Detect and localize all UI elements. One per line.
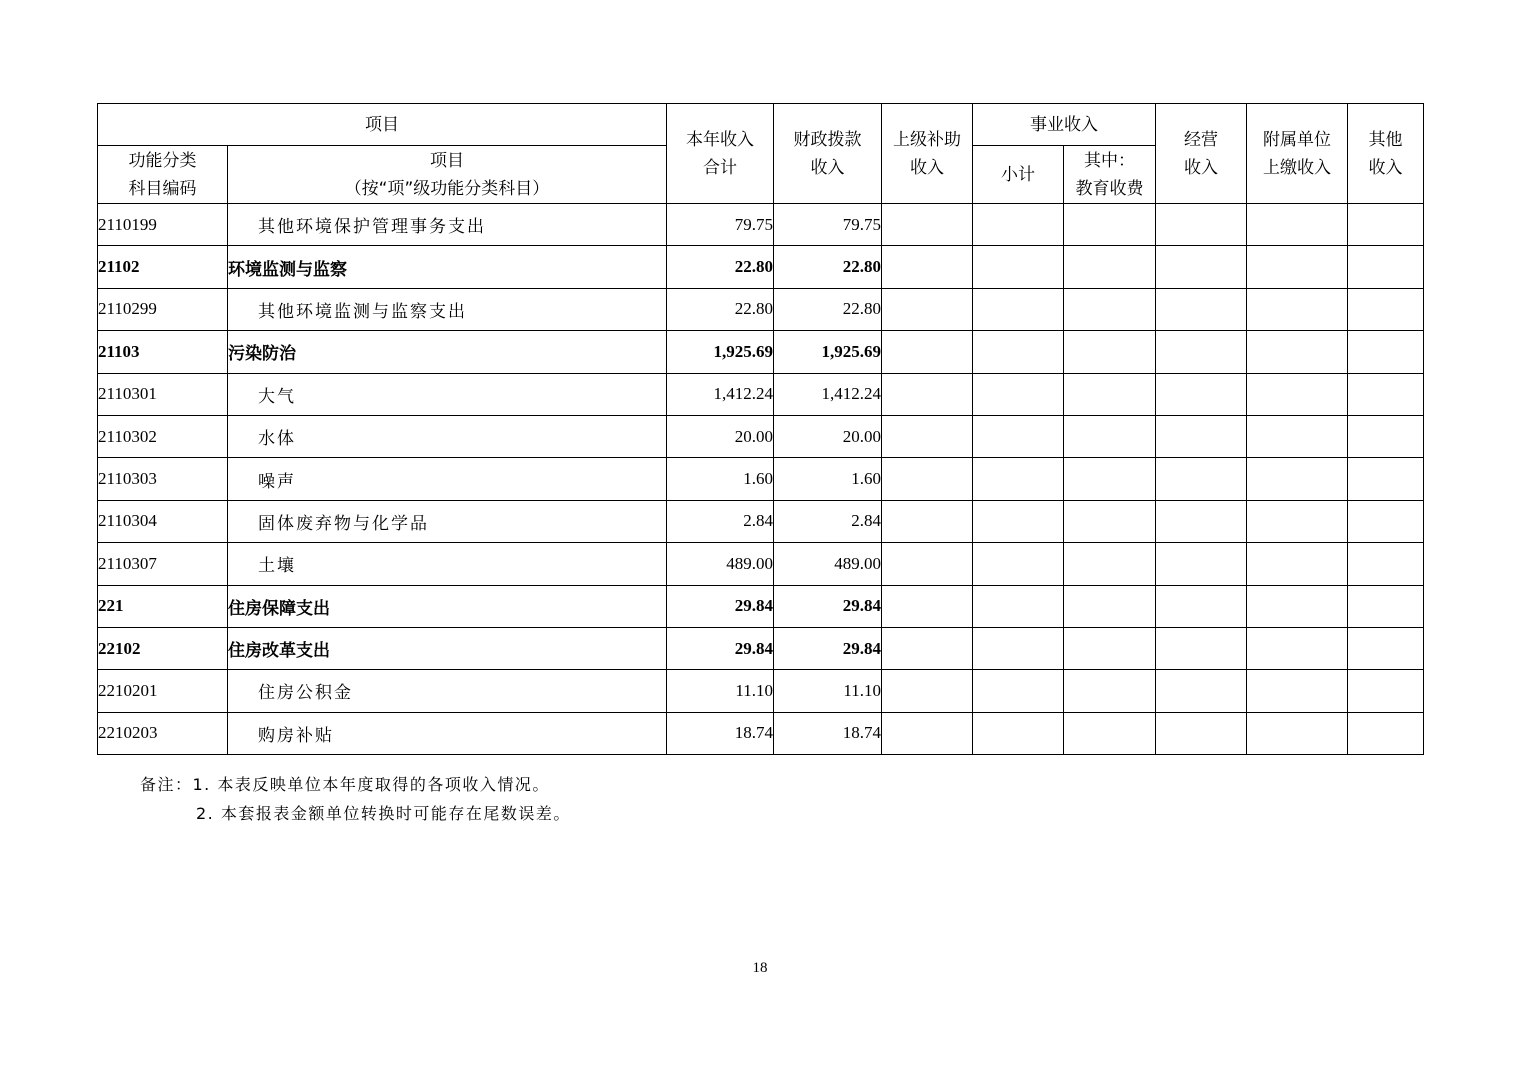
cell-code: 22102 bbox=[98, 627, 228, 669]
cell-code: 21103 bbox=[98, 331, 228, 373]
cell-operating-income bbox=[1156, 670, 1247, 712]
header-fiscal-line2: 收入 bbox=[810, 157, 845, 178]
cell-operating-income bbox=[1156, 712, 1247, 754]
cell-item-name: 住房改革支出 bbox=[228, 627, 667, 669]
cell-item-name: 噪声 bbox=[228, 458, 667, 500]
cell-total-income: 18.74 bbox=[667, 712, 774, 754]
cell-total-income: 22.80 bbox=[667, 246, 774, 288]
cell-fiscal-income: 489.00 bbox=[774, 543, 882, 585]
header-other-income bbox=[1348, 104, 1424, 204]
table-row bbox=[98, 670, 1424, 712]
cell-career-subtotal bbox=[973, 246, 1064, 288]
cell-total-income: 79.75 bbox=[667, 204, 774, 246]
cell-career-subtotal bbox=[973, 712, 1064, 754]
cell-other-income bbox=[1348, 458, 1424, 500]
cell-code: 2110299 bbox=[98, 288, 228, 330]
cell-fiscal-income: 2.84 bbox=[774, 500, 882, 542]
header-affiliated-income bbox=[1247, 104, 1348, 204]
cell-code: 2110304 bbox=[98, 500, 228, 542]
header-superior-subsidy bbox=[882, 104, 973, 204]
cell-superior-subsidy bbox=[882, 670, 973, 712]
cell-fiscal-income: 18.74 bbox=[774, 712, 882, 754]
cell-operating-income bbox=[1156, 500, 1247, 542]
cell-item-name: 环境监测与监察 bbox=[228, 246, 667, 288]
header-subtotal: 小计 bbox=[973, 146, 1064, 204]
cell-education-fee bbox=[1064, 585, 1156, 627]
cell-other-income bbox=[1348, 204, 1424, 246]
cell-other-income bbox=[1348, 331, 1424, 373]
cell-education-fee bbox=[1064, 246, 1156, 288]
header-operating-line2: 收入 bbox=[1184, 157, 1218, 178]
cell-item-name: 购房补贴 bbox=[228, 712, 667, 754]
cell-affiliated-income bbox=[1247, 331, 1348, 373]
header-superior-line2: 收入 bbox=[910, 157, 944, 178]
cell-fiscal-income: 29.84 bbox=[774, 627, 882, 669]
cell-total-income: 1,412.24 bbox=[667, 373, 774, 415]
cell-operating-income bbox=[1156, 543, 1247, 585]
cell-code: 221 bbox=[98, 585, 228, 627]
cell-operating-income bbox=[1156, 331, 1247, 373]
cell-operating-income bbox=[1156, 585, 1247, 627]
cell-education-fee bbox=[1064, 415, 1156, 457]
cell-fiscal-income: 1,412.24 bbox=[774, 373, 882, 415]
cell-item-name: 固体废弃物与化学品 bbox=[228, 500, 667, 542]
cell-item-name: 大气 bbox=[228, 373, 667, 415]
cell-code: 21102 bbox=[98, 246, 228, 288]
cell-superior-subsidy bbox=[882, 585, 973, 627]
cell-other-income bbox=[1348, 712, 1424, 754]
table-row bbox=[98, 585, 1424, 627]
cell-total-income: 29.84 bbox=[667, 627, 774, 669]
header-total-line2: 合计 bbox=[703, 157, 737, 178]
cell-superior-subsidy bbox=[882, 415, 973, 457]
header-superior-line1: 上级补助 bbox=[893, 129, 961, 150]
cell-total-income: 1,925.69 bbox=[667, 331, 774, 373]
table-row bbox=[98, 288, 1424, 330]
cell-fiscal-income: 11.10 bbox=[774, 670, 882, 712]
table-row bbox=[98, 331, 1424, 373]
cell-career-subtotal bbox=[973, 373, 1064, 415]
income-table bbox=[97, 103, 1424, 755]
header-item-line1: 项目 bbox=[430, 150, 464, 171]
cell-other-income bbox=[1348, 288, 1424, 330]
cell-superior-subsidy bbox=[882, 331, 973, 373]
cell-operating-income bbox=[1156, 458, 1247, 500]
note-line-2: 2. 本套报表金额单位转换时可能存在尾数误差。 bbox=[196, 804, 571, 823]
cell-total-income: 1.60 bbox=[667, 458, 774, 500]
cell-education-fee bbox=[1064, 712, 1156, 754]
cell-affiliated-income bbox=[1247, 373, 1348, 415]
table-body bbox=[98, 204, 1424, 755]
header-func-code-line2: 科目编码 bbox=[128, 178, 197, 199]
cell-operating-income bbox=[1156, 627, 1247, 669]
cell-career-subtotal bbox=[973, 543, 1064, 585]
cell-fiscal-income: 20.00 bbox=[774, 415, 882, 457]
cell-code: 2210201 bbox=[98, 670, 228, 712]
cell-career-subtotal bbox=[973, 458, 1064, 500]
cell-superior-subsidy bbox=[882, 712, 973, 754]
cell-fiscal-income: 1.60 bbox=[774, 458, 882, 500]
cell-affiliated-income bbox=[1247, 204, 1348, 246]
cell-item-name: 住房保障支出 bbox=[228, 585, 667, 627]
header-func-code bbox=[98, 146, 228, 204]
cell-affiliated-income bbox=[1247, 543, 1348, 585]
cell-total-income: 20.00 bbox=[667, 415, 774, 457]
header-fiscal-line1: 财政拨款 bbox=[793, 129, 862, 150]
cell-operating-income bbox=[1156, 288, 1247, 330]
cell-item-name: 水体 bbox=[228, 415, 667, 457]
cell-operating-income bbox=[1156, 204, 1247, 246]
cell-code: 2110302 bbox=[98, 415, 228, 457]
cell-education-fee bbox=[1064, 543, 1156, 585]
cell-other-income bbox=[1348, 670, 1424, 712]
cell-education-fee bbox=[1064, 500, 1156, 542]
cell-item-name: 其他环境监测与监察支出 bbox=[228, 288, 667, 330]
cell-superior-subsidy bbox=[882, 288, 973, 330]
cell-total-income: 489.00 bbox=[667, 543, 774, 585]
cell-education-fee bbox=[1064, 288, 1156, 330]
cell-other-income bbox=[1348, 585, 1424, 627]
cell-superior-subsidy bbox=[882, 627, 973, 669]
cell-affiliated-income bbox=[1247, 246, 1348, 288]
cell-affiliated-income bbox=[1247, 500, 1348, 542]
header-affiliated-line1: 附属单位 bbox=[1263, 129, 1331, 150]
cell-code: 2110307 bbox=[98, 543, 228, 585]
cell-other-income bbox=[1348, 627, 1424, 669]
table-row bbox=[98, 500, 1424, 542]
cell-fiscal-income: 79.75 bbox=[774, 204, 882, 246]
cell-operating-income bbox=[1156, 246, 1247, 288]
cell-fiscal-income: 1,925.69 bbox=[774, 331, 882, 373]
cell-code: 2110199 bbox=[98, 204, 228, 246]
header-project-group: 项目 bbox=[98, 104, 667, 146]
cell-other-income bbox=[1348, 246, 1424, 288]
cell-superior-subsidy bbox=[882, 543, 973, 585]
cell-affiliated-income bbox=[1247, 415, 1348, 457]
cell-education-fee bbox=[1064, 204, 1156, 246]
cell-career-subtotal bbox=[973, 500, 1064, 542]
table-row bbox=[98, 712, 1424, 754]
cell-superior-subsidy bbox=[882, 500, 973, 542]
header-other-line2: 收入 bbox=[1368, 157, 1403, 178]
cell-career-subtotal bbox=[973, 331, 1064, 373]
cell-fiscal-income: 22.80 bbox=[774, 246, 882, 288]
table-row bbox=[98, 415, 1424, 457]
cell-affiliated-income bbox=[1247, 712, 1348, 754]
table-row bbox=[98, 458, 1424, 500]
cell-superior-subsidy bbox=[882, 204, 973, 246]
cell-total-income: 2.84 bbox=[667, 500, 774, 542]
cell-other-income bbox=[1348, 415, 1424, 457]
cell-career-subtotal bbox=[973, 288, 1064, 330]
cell-affiliated-income bbox=[1247, 458, 1348, 500]
cell-education-fee bbox=[1064, 458, 1156, 500]
cell-career-subtotal bbox=[973, 204, 1064, 246]
cell-superior-subsidy bbox=[882, 458, 973, 500]
cell-item-name: 污染防治 bbox=[228, 331, 667, 373]
header-education-line2: 教育收费 bbox=[1075, 178, 1144, 199]
header-item-line2: （按“项”级功能分类科目） bbox=[344, 178, 550, 199]
cell-career-subtotal bbox=[973, 670, 1064, 712]
header-education-line1: 其中： bbox=[1084, 150, 1135, 171]
cell-education-fee bbox=[1064, 627, 1156, 669]
cell-other-income bbox=[1348, 500, 1424, 542]
header-row-1 bbox=[98, 104, 1424, 146]
cell-education-fee bbox=[1064, 331, 1156, 373]
cell-total-income: 11.10 bbox=[667, 670, 774, 712]
header-education-fee bbox=[1064, 146, 1156, 204]
page-number: 18 bbox=[752, 960, 768, 976]
header-career-income: 事业收入 bbox=[973, 104, 1156, 146]
header-item bbox=[228, 146, 667, 204]
cell-total-income: 22.80 bbox=[667, 288, 774, 330]
cell-code: 2110303 bbox=[98, 458, 228, 500]
cell-affiliated-income bbox=[1247, 670, 1348, 712]
cell-operating-income bbox=[1156, 373, 1247, 415]
cell-operating-income bbox=[1156, 415, 1247, 457]
cell-code: 2110301 bbox=[98, 373, 228, 415]
table-row bbox=[98, 373, 1424, 415]
cell-code: 2210203 bbox=[98, 712, 228, 754]
header-fiscal-income bbox=[774, 104, 882, 204]
cell-education-fee bbox=[1064, 670, 1156, 712]
cell-superior-subsidy bbox=[882, 246, 973, 288]
header-total-line1: 本年收入 bbox=[686, 129, 754, 150]
cell-other-income bbox=[1348, 543, 1424, 585]
cell-other-income bbox=[1348, 373, 1424, 415]
header-operating-income bbox=[1156, 104, 1247, 204]
cell-affiliated-income bbox=[1247, 627, 1348, 669]
header-affiliated-line2: 上缴收入 bbox=[1263, 157, 1331, 178]
cell-career-subtotal bbox=[973, 627, 1064, 669]
notes bbox=[140, 770, 571, 828]
cell-total-income: 29.84 bbox=[667, 585, 774, 627]
cell-fiscal-income: 22.80 bbox=[774, 288, 882, 330]
cell-superior-subsidy bbox=[882, 373, 973, 415]
header-func-code-line1: 功能分类 bbox=[128, 150, 197, 171]
cell-item-name: 其他环境保护管理事务支出 bbox=[228, 204, 667, 246]
cell-career-subtotal bbox=[973, 415, 1064, 457]
cell-career-subtotal bbox=[973, 585, 1064, 627]
cell-affiliated-income bbox=[1247, 288, 1348, 330]
cell-item-name: 住房公积金 bbox=[228, 670, 667, 712]
header-other-line1: 其他 bbox=[1368, 129, 1403, 150]
cell-education-fee bbox=[1064, 373, 1156, 415]
cell-item-name: 土壤 bbox=[228, 543, 667, 585]
table-row bbox=[98, 246, 1424, 288]
cell-fiscal-income: 29.84 bbox=[774, 585, 882, 627]
header-total-income bbox=[667, 104, 774, 204]
note-line-1: 备注：1. 本表反映单位本年度取得的各项收入情况。 bbox=[140, 775, 550, 794]
table-row bbox=[98, 204, 1424, 246]
table-row bbox=[98, 627, 1424, 669]
header-operating-line1: 经营 bbox=[1184, 129, 1218, 150]
cell-affiliated-income bbox=[1247, 585, 1348, 627]
table-row bbox=[98, 543, 1424, 585]
